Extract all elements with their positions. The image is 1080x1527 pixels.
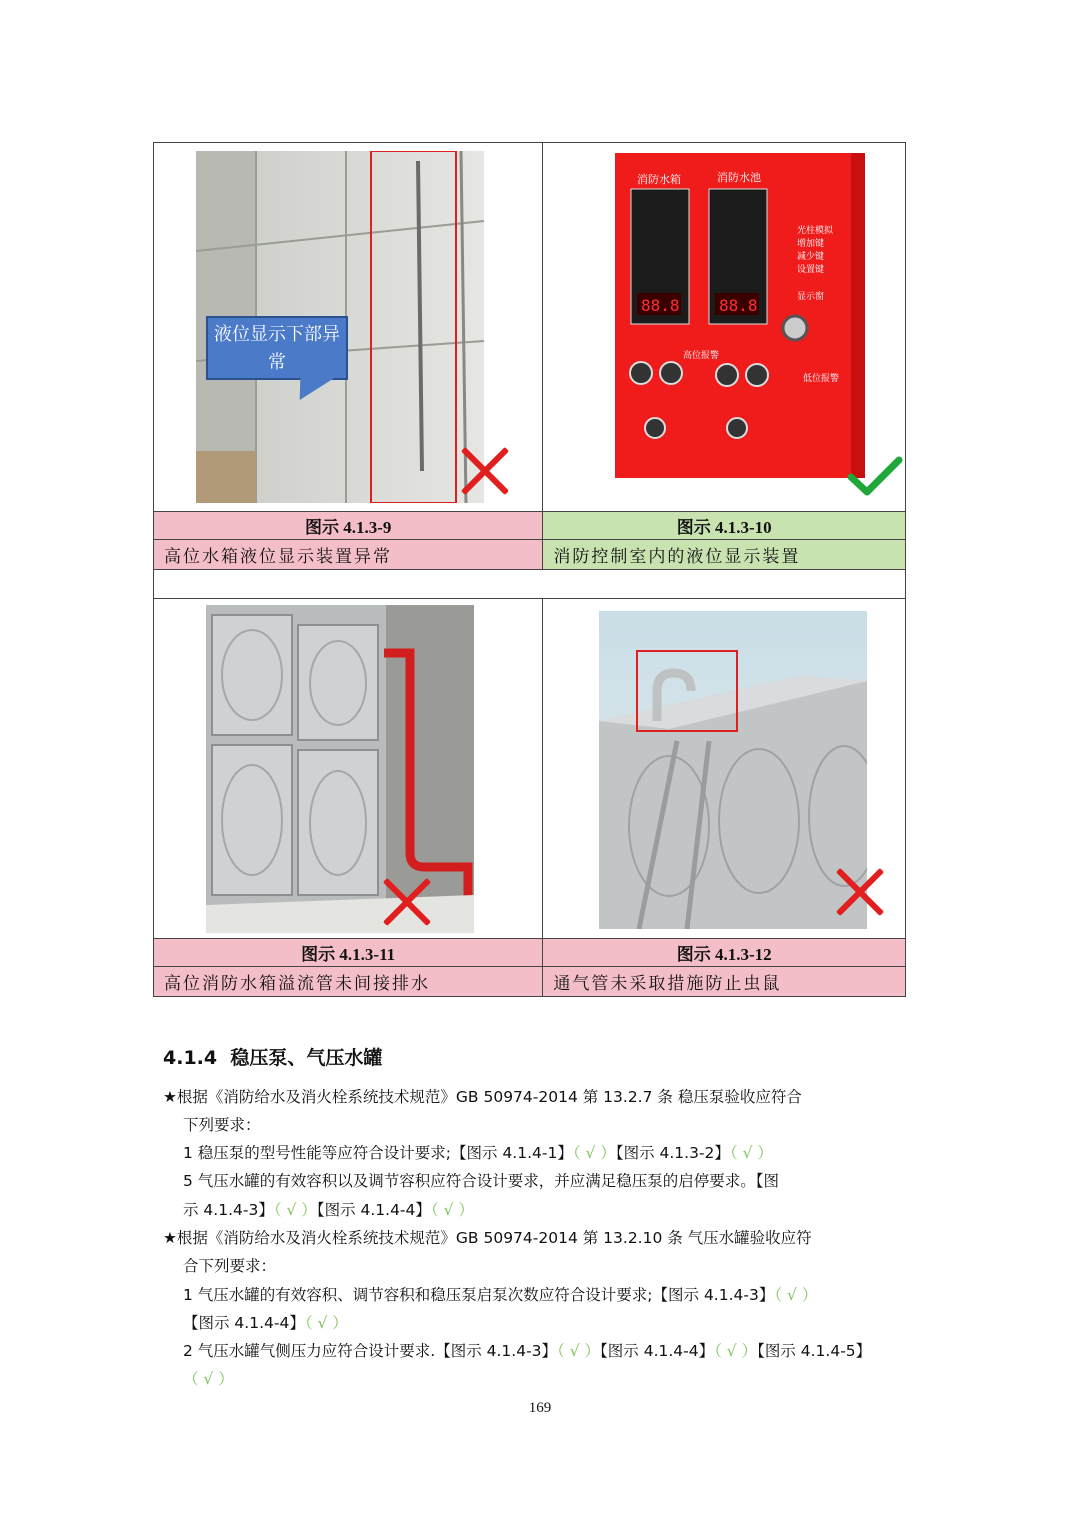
check-mark: （ √ ） [557,1342,601,1360]
item-ref: 【图示 4.1.3-2】 [615,1144,730,1162]
paragraph-2-item-1 [183,1281,817,1310]
check-mark: （ √ ） [572,1144,616,1162]
correct-check-icon [847,455,903,497]
label-high-alarm: 高位报警 [683,351,720,361]
figure-2-description: 消防控制室内的液位显示装置 [543,540,906,570]
section-number: 4.1.4 [163,1047,218,1069]
paragraph-2-item-2-cont [183,1365,234,1394]
paragraph-2-item-2 [183,1337,871,1366]
figure-4-caption: 图示 4.1.3-12 [543,939,906,967]
level-display-panel [615,153,865,478]
figure-2-cell [543,143,906,512]
figure-1-description: 高位水箱液位显示装置异常 [154,540,543,570]
item-text: 2 气压水罐气侧压力应符合设计要求.【图示 4.1.4-3】 [183,1342,558,1360]
label-low-alarm: 低位报警 [803,374,840,384]
callout-box: 液位显示下部异常 [206,316,348,380]
paragraph-1-line-2: 下列要求： [183,1116,261,1134]
paragraph-2-line-2: 合下列要求： [183,1257,277,1275]
page-number: 169 [528,1400,552,1416]
figure-2-caption: 图示 4.1.3-10 [543,512,906,540]
item-text: 1 稳压泵的型号性能等应符合设计要求;【图示 4.1.4-1】 [183,1144,573,1162]
figure-1-caption: 图示 4.1.3-9 [154,512,543,540]
check-mark: （ √ ） [304,1314,348,1332]
label-increase-key: 增加键 [797,239,825,249]
panel-left-title: 消防水箱 [637,173,682,186]
paragraph-2-item-1-cont [183,1309,348,1338]
label-display-window: 显示窗 [797,292,825,302]
overflow-pipe-photo [206,605,474,933]
section-heading [163,1043,382,1070]
wrong-cross-icon [835,867,885,917]
panel-right-title: 消防水池 [717,171,762,184]
item-text: 1 气压水罐的有效容积、调节容积和稳压泵启泵次数应符合设计要求;【图示 4.1.4-3】 [183,1286,775,1304]
check-mark: （ √ ） [273,1201,317,1219]
figure-4-description: 通气管未采取措施防止虫鼠 [543,967,906,997]
label-set-key: 设置键 [797,265,825,275]
figure-3-caption: 图示 4.1.3-11 [154,939,543,967]
wrong-cross-icon [382,877,432,927]
item-ref: 【图示 4.1.4-5】 [757,1342,872,1360]
paragraph-1-item-1 [183,1139,773,1168]
figure-3-description: 高位消防水箱溢流管未间接排水 [154,967,543,997]
svg-text:88.8: 88.8 [719,296,758,315]
figure-4-cell [543,599,906,939]
vent-pipe-photo [599,611,867,929]
check-mark: （ √ ） [774,1286,818,1304]
figure-1-cell [154,143,543,512]
paragraph-2-line-1: ★根据《消防给水及消火栓系统技术规范》GB 50974-2014 第 13.2.10 条 气压水罐验收应符 [163,1229,812,1247]
paragraph-1-item-5: 5 气压水罐的有效容积以及调节容积应符合设计要求，并应满足稳压泵的启停要求。【图 [183,1172,780,1190]
figure-table [153,142,906,997]
item-ref: 【图示 4.1.4-4】 [183,1314,305,1332]
section-title: 稳压泵、气压水罐 [230,1047,383,1069]
check-mark: （ √ ） [729,1144,773,1162]
item-ref: 示 4.1.4-3】 [183,1201,274,1219]
table-spacer-row [154,570,906,599]
check-mark: （ √ ） [714,1342,758,1360]
label-light-bar: 光柱模拟 [797,226,834,236]
paragraph-1-item-5-cont [183,1196,474,1225]
wrong-cross-icon [460,446,510,496]
label-decrease-key: 减少键 [797,252,825,262]
check-mark: （ √ ） [183,1370,234,1388]
check-mark: （ √ ） [430,1201,474,1219]
svg-text:88.8: 88.8 [641,296,680,315]
item-ref: 【图示 4.1.4-4】 [600,1342,715,1360]
paragraph-1-line-1: ★根据《消防给水及消火栓系统技术规范》GB 50974-2014 第 13.2.7 条 稳压泵验收应符合 [163,1088,802,1106]
figure-3-cell [154,599,543,939]
item-ref: 【图示 4.1.4-4】 [316,1201,431,1219]
